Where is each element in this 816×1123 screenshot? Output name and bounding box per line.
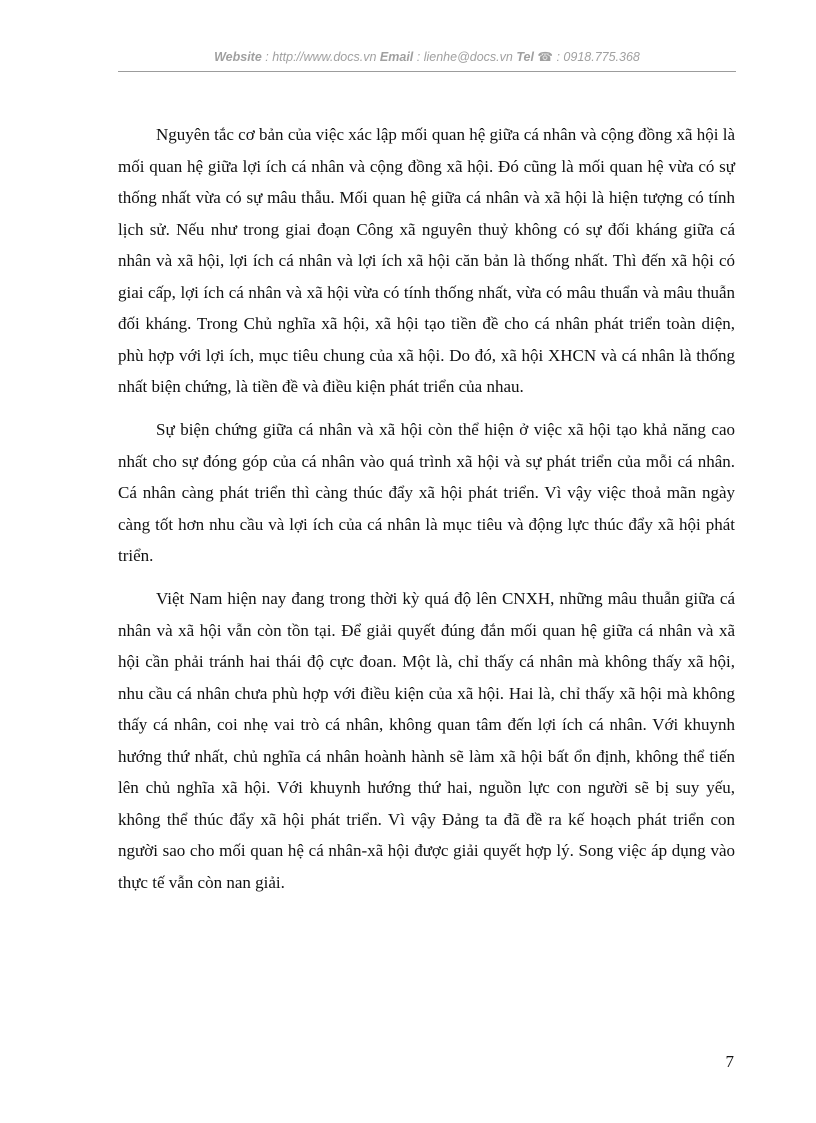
page-number: 7 (725, 1052, 734, 1071)
tel-label: Tel (516, 50, 534, 64)
paragraph-3: Việt Nam hiện nay đang trong thời kỳ quá độ lên CNXH, những mâu thuẫn giữa cá nhân và xã hội vẫn còn tồn tại. Để giải quyết đúng đắn mối quan hệ giữa cá nhân và xã hội cần phải tránh hai thái độ cực đoan. Một là, chỉ thấy cá nhân mà không thấy xã hội, nhu cầu cá nhân chưa phù hợp với điều kiện của xã hội. Hai là, chỉ thấy xã hội mà không thấy cá nhân, coi nhẹ vai trò cá nhân, không quan tâm đến lợi ích cá nhân. Với khuynh hướng thứ nhất, chủ nghĩa cá nhân hoành hành sẽ làm xã hội bất ổn định, không thể tiến lên chủ nghĩa xã hội. Với khuynh hướng thứ hai, nguồn lực con người sẽ bị suy yếu, không thể thúc đẩy xã hội phát triển. Vì vậy Đảng ta đã đề ra kế hoạch phát triển con người sao cho mối quan hệ cá nhân-xã hội được giải quyết hợp lý. Song việc áp dụng vào thực tế vẫn còn nan giải. (118, 589, 735, 892)
document-body (118, 119, 735, 910)
website-url[interactable]: http://www.docs.vn (272, 50, 377, 64)
email-label: Email (379, 50, 414, 64)
email-separator: : (413, 50, 424, 64)
email-address[interactable]: lienhe@docs.vn (423, 50, 513, 64)
header-divider (118, 71, 736, 72)
paragraph-1: Nguyên tắc cơ bản của việc xác lập mối quan hệ giữa cá nhân và cộng đồng xã hội là mối quan hệ giữa lợi ích cá nhân và cộng đồng xã hội. Đó cũng là mối quan hệ vừa có sự thống nhất vừa có sự mâu thẫu. Mối quan hệ giữa cá nhân và xã hội là hiện tượng có tính lịch sử. Nếu như trong giai đoạn Công xã nguyên thuỷ không có sự đối kháng giữa cá nhân và xã hội, lợi ích cá nhân và lợi ích xã hội căn bản là thống nhất. Thì đến xã hội có giai cấp, lợi ích cá nhân và xã hội vừa có tính thống nhất, vừa có mâu thuẩn và mâu thuẫn đối kháng. Trong Chủ nghĩa xã hội, xã hội tạo tiền đề cho cá nhân phát triển toàn diện, phù hợp với lợi ích, mục tiêu chung của xã hội. Do đó, xã hội XHCN và cá nhân là thống nhất biện chứng, là tiền đề và điều kiện phát triển của nhau. (118, 125, 735, 396)
website-label: Website (214, 50, 262, 64)
page-header (118, 49, 736, 64)
website-separator: : (261, 50, 273, 64)
paragraph-2: Sự biện chứng giữa cá nhân và xã hội còn thể hiện ở việc xã hội tạo khả năng cao nhất cho sự đóng góp của cá nhân vào quá trình xã hội và sự phát triển của mỗi cá nhân. Cá nhân càng phát triển thì càng thúc đẩy xã hội phát triển. Vì vậy việc thoả mãn ngày càng tốt hơn nhu cầu và lợi ích của cá nhân là mục tiêu và động lực thúc đẩy xã hội phát triển. (118, 420, 735, 565)
phone-number: 0918.775.368 (563, 50, 640, 64)
tel-separator: : (553, 50, 564, 64)
phone-icon: ☎ (537, 50, 553, 64)
